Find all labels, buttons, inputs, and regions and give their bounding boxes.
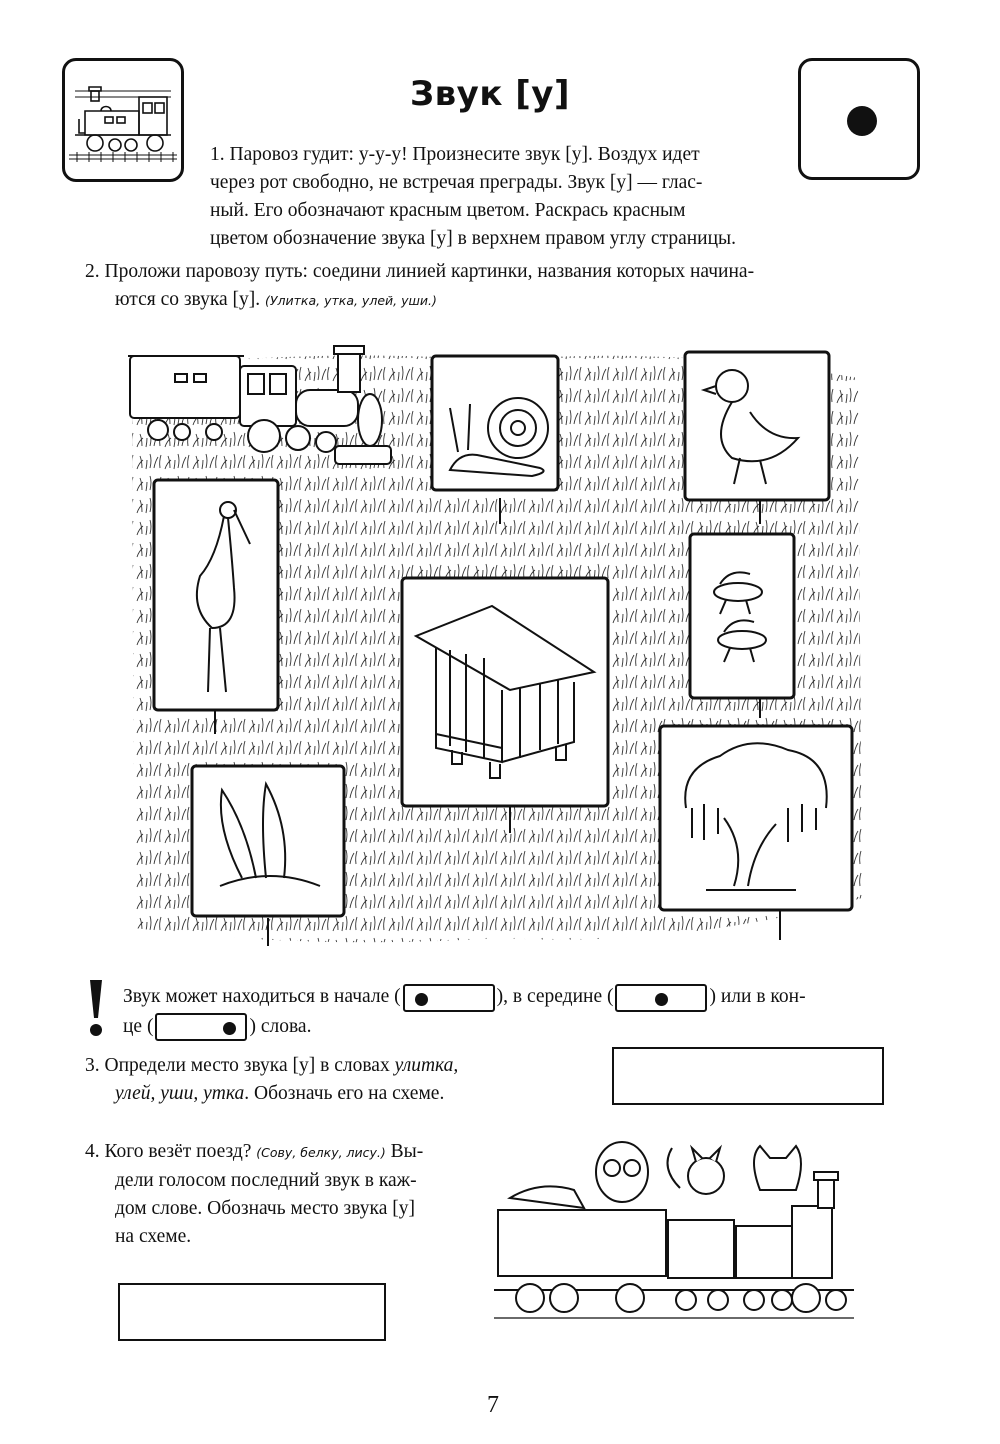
task-2-line <box>85 286 915 315</box>
task-4-line: на схеме. <box>115 1226 192 1247</box>
task-2-text <box>85 258 915 315</box>
exclamation-icon <box>86 978 106 1038</box>
task-3-text <box>85 1052 585 1108</box>
scheme-end <box>155 1013 247 1041</box>
rule-text-part: це ( <box>123 1015 154 1037</box>
scheme-start <box>403 984 495 1012</box>
task-4-scheme-box[interactable] <box>118 1283 386 1341</box>
sound-dot-icon <box>847 106 877 136</box>
page-number: 7 <box>487 1392 499 1418</box>
beehive-card <box>402 578 608 806</box>
picture-field[interactable] <box>120 338 868 954</box>
grass-field-illustration <box>120 338 868 954</box>
task-1-line: через рот свободно, не встречая преграды. Звук [у] — глас- <box>210 172 703 193</box>
scheme-middle <box>615 984 707 1012</box>
animals-train-picture <box>490 1128 860 1338</box>
task-2-hint: (Улитка, утка, улей, уши.) <box>265 293 437 308</box>
task-3-scheme-box[interactable] <box>612 1047 884 1105</box>
rule-text-part: ), в середине ( <box>496 986 614 1007</box>
stork-card <box>154 480 278 710</box>
page-title: Звук [у] <box>410 74 570 114</box>
task-4-text-part: 4. Кого везёт поезд? <box>85 1141 257 1162</box>
scheme-dot <box>223 1022 236 1035</box>
task-3-line <box>85 1080 585 1108</box>
task-4-text-part: Вы- <box>385 1141 424 1162</box>
scheme-dot <box>655 993 668 1006</box>
scheme-dot <box>415 993 428 1006</box>
rule-text-part: ) или в кон- <box>709 986 806 1007</box>
task-2-line-text: ются со звука [у]. <box>115 289 261 310</box>
task-4-line <box>85 1138 485 1167</box>
rule-text-part: Звук может находиться в начале ( <box>123 986 401 1007</box>
task-1-line: ный. Его обозначают красным цветом. Раскрась красным <box>210 200 686 221</box>
task-1-text <box>210 141 830 253</box>
task-1-line: 1. Паровоз гудит: у-у-у! Произнесите звук [у]. Воздух идет <box>210 144 700 165</box>
rule-text <box>123 982 913 1041</box>
task-3-words: улитка, <box>394 1055 459 1076</box>
task-3-text-part: . Обозначь его на схеме. <box>244 1083 445 1104</box>
task-4-line: дом слове. Обозначь место звука [у] <box>115 1198 415 1219</box>
willow-tree-card <box>660 726 852 910</box>
snail-card <box>432 356 558 490</box>
task-3-line <box>85 1052 585 1080</box>
duckling-card <box>685 352 829 500</box>
task-4-text <box>85 1138 485 1251</box>
task-3-text-part: 3. Определи место звука [у] в словах <box>85 1055 395 1076</box>
rule-text-part: ) слова. <box>249 1015 312 1037</box>
wasps-card <box>690 534 794 698</box>
task-3-words: улей, уши, утка <box>115 1083 245 1104</box>
task-1-line: цветом обозначение звука [у] в верхнем правом углу страницы. <box>210 228 737 249</box>
rabbit-ears-card <box>192 766 344 916</box>
task-4-hint: (Сову, белку, лису.) <box>256 1145 386 1160</box>
task-4-line: дели голосом последний звук в каж- <box>115 1170 417 1191</box>
task-2-line: 2. Проложи паровозу путь: соедини линией картинки, названия которых начина- <box>85 261 755 282</box>
